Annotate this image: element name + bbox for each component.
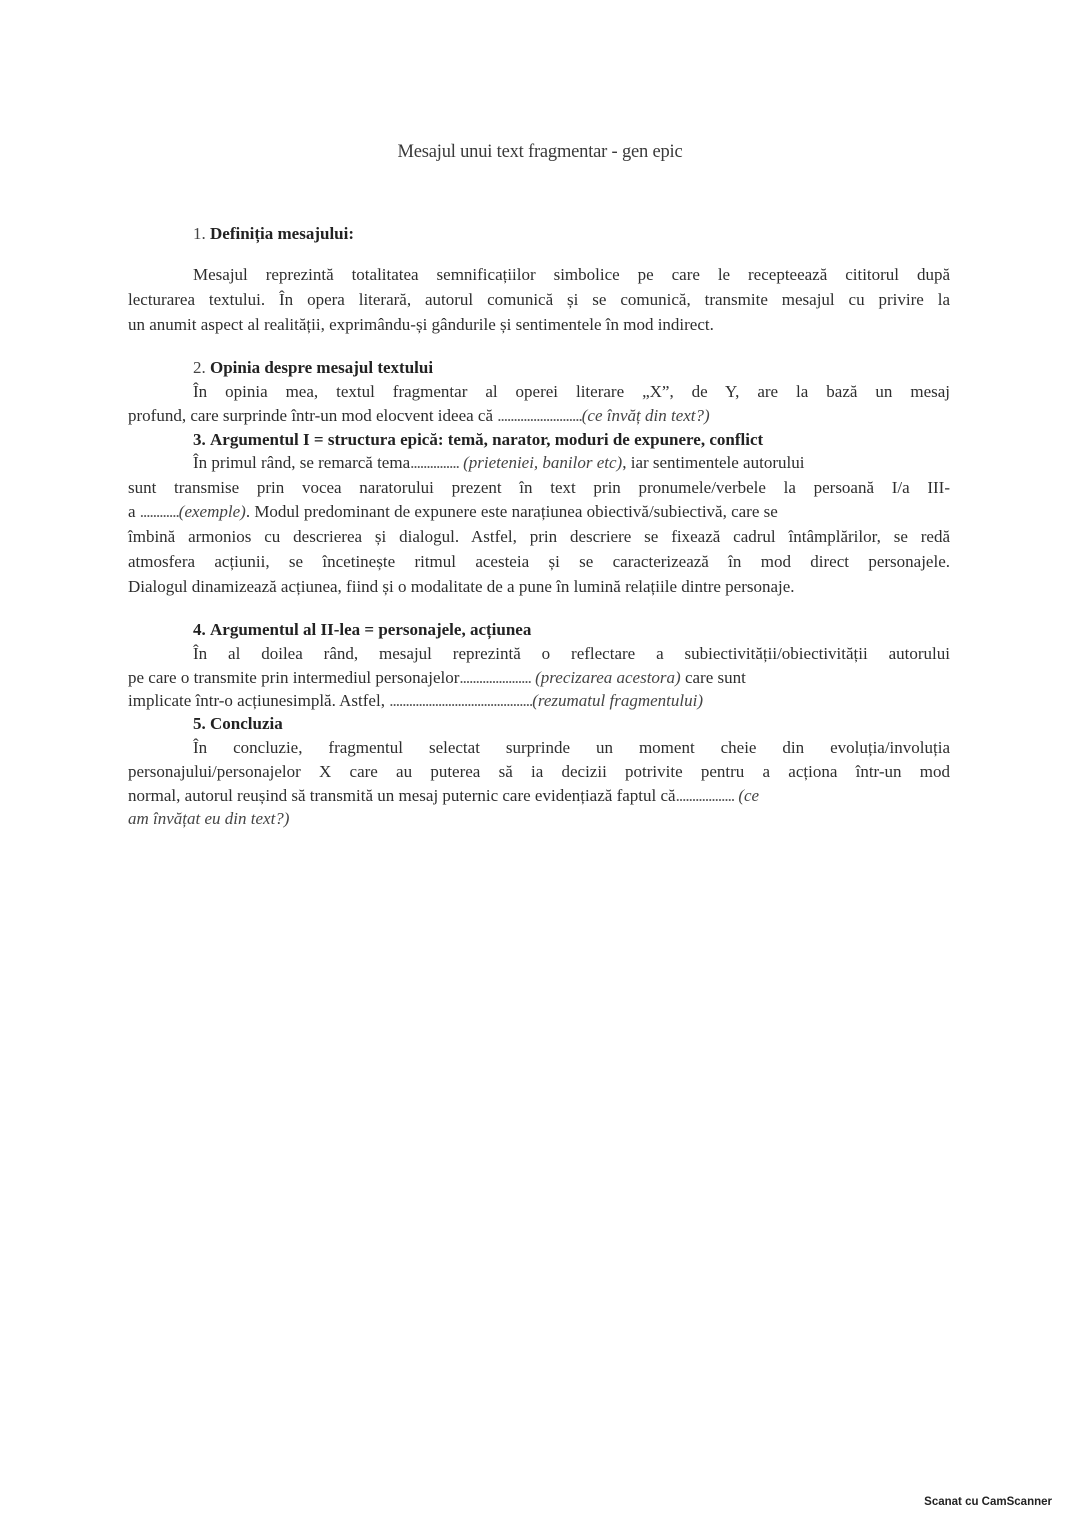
paragraph-line [128, 807, 950, 831]
paragraph-line [128, 500, 950, 524]
paragraph-line: îmbină armonios cu descrierea și dialogul. Astfel, prin descriere se fixează cadrul întâmplărilor, se redă [128, 527, 950, 546]
section-5-heading [193, 712, 950, 736]
section-3-heading [193, 428, 950, 452]
fill-in-blank: .................. [675, 786, 735, 805]
hint-text: (ce [738, 786, 760, 805]
section-title: Argumentul I = structura epică: temă, narator, moduri de expunere, conflict [210, 430, 764, 449]
section-title: Definiția mesajului: [210, 224, 355, 243]
paragraph-line [128, 404, 950, 428]
paragraph-line [128, 689, 950, 713]
document-title: Mesajul unui text fragmentar - gen epic [397, 142, 683, 162]
fill-in-blank: ...................... [459, 668, 531, 687]
hint-text: (ce învăț din text?) [581, 406, 710, 425]
section-number: 4. [193, 620, 206, 639]
fill-in-blank: ............................................ [389, 691, 533, 710]
paragraph-line: Dialogul dinamizează acțiunea, fiind și o modalitate de a pune în lumină relațiile dintre personaje. [128, 577, 795, 596]
text-segment: , iar sentimentele autorului [622, 453, 805, 472]
section-4-heading [193, 618, 950, 642]
paragraph-line [128, 784, 950, 808]
section-title: Opinia despre mesajul textului [210, 358, 434, 377]
hint-text: (exemple) [178, 502, 246, 521]
text-segment: implicate într-o acțiunesimplă. Astfel, [128, 691, 385, 710]
section-number: 1. [193, 224, 206, 243]
section-title: Concluzia [210, 714, 283, 733]
section-number: 3. [193, 430, 206, 449]
text-segment: profund, care surprinde într-un mod elocvent ideea că [128, 406, 494, 425]
text-segment: În primul rând, se remarcă tema [193, 453, 411, 472]
section-1-heading [193, 222, 950, 246]
hint-text: am învățat eu din text?) [128, 809, 290, 828]
fill-in-blank: .......................... [497, 406, 582, 425]
hint-text: (prieteniei, banilor etc) [463, 453, 623, 472]
paragraph-line: un anumit aspect al realității, exprimându-și gândurile și sentimentele în mod indirect. [128, 315, 714, 334]
fill-in-blank: ............ [139, 502, 179, 521]
hint-text: (precizarea acestora) [535, 668, 681, 687]
paragraph-line [128, 666, 950, 690]
text-segment: a [128, 502, 136, 521]
section-title: Argumentul al II-lea = personajele, acțiunea [210, 620, 532, 639]
paragraph-line [193, 451, 950, 475]
paragraph-line: În al doilea rând, mesajul reprezintă o reflectare a subiectivității/obiectivității autorului [193, 644, 950, 663]
paragraph-line: În concluzie, fragmentul selectat surprinde un moment cheie din evoluția/involuția [193, 738, 950, 757]
paragraph-line: personajului/personajelor X care au puterea să ia decizii potrivite pentru a acționa într-un mod [128, 762, 950, 781]
paragraph-line: sunt transmise prin vocea naratorului prezent în text prin pronumele/verbele la persoană I/a III- [128, 478, 950, 497]
paragraph-line: Mesajul reprezintă totalitatea semnificațiilor simbolice pe care le recepteează cititorul după [193, 265, 950, 284]
text-segment: care sunt [680, 668, 746, 687]
paragraph-line: În opinia mea, textul fragmentar al operei literare „X”, de Y, are la bază un mesaj [193, 382, 950, 401]
camscanner-watermark: Scanat cu CamScanner [924, 1496, 1052, 1508]
paragraph-line: lecturarea textului. În opera literară, autorul comunică și se comunică, transmite mesajul cu privire la [128, 290, 950, 309]
fill-in-blank: ............... [410, 453, 459, 472]
section-2-heading [193, 356, 950, 380]
hint-text: (rezumatul fragmentului) [532, 691, 703, 710]
text-segment: pe care o transmite prin intermediul personajelor [128, 668, 460, 687]
section-number: 2. [193, 358, 206, 377]
text-segment: . Modul predominant de expunere este narațiunea obiectivă/subiectivă, care se [245, 502, 778, 521]
paragraph-line: atmosfera acțiunii, se încetinește ritmul acesteia și se caracterizează în mod direct personajele. [128, 552, 950, 571]
section-number: 5. [193, 714, 206, 733]
text-segment: normal, autorul reușind să transmită un mesaj puternic care evidențiază faptul că [128, 786, 676, 805]
